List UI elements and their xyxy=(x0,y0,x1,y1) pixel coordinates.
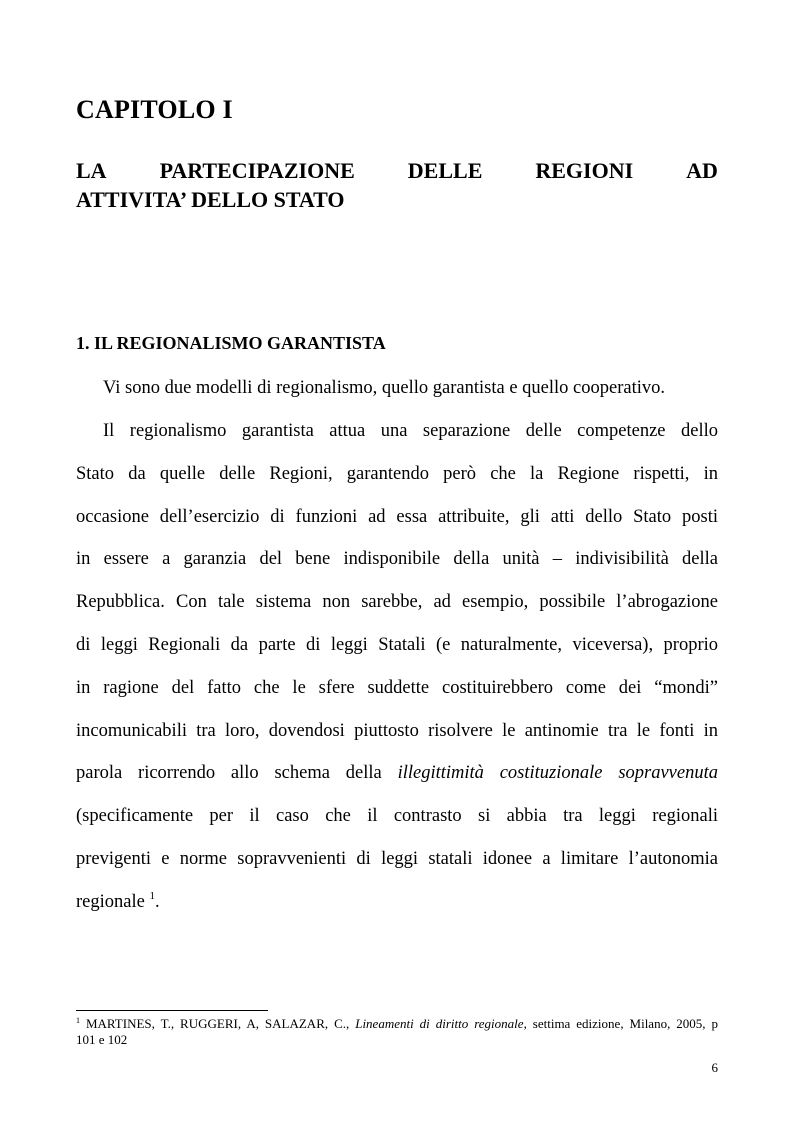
paragraph-2 xyxy=(76,410,718,924)
paragraph-line: Repubblica. Con tale sistema non sarebbe, ad esempio, possibile l’abrogazione xyxy=(76,592,718,613)
paragraph-line: Stato da quelle delle Regioni, garantendo però che la Regione rispetti, in xyxy=(76,463,718,484)
paragraph-line xyxy=(76,752,718,795)
footnote-marker: 1 xyxy=(76,1016,80,1025)
line-text: . xyxy=(154,891,160,912)
paragraph-line: (specificamente per il caso che il contrasto si abbia tra leggi regionali xyxy=(76,806,718,827)
chapter-subtitle-line2: ATTIVITA’ DELLO STATO xyxy=(76,187,345,212)
footnote-line xyxy=(76,1016,718,1032)
subtitle-word: REGIONI xyxy=(535,158,634,183)
paragraph-line: previgenti e norme sopravvenienti di leggi statali idonee a limitare l’autonomia xyxy=(76,848,718,869)
paragraph-line: di leggi Regionali da parte di leggi Statali (e naturalmente, viceversa), proprio xyxy=(76,634,718,655)
paragraph-line: Vi sono due modelli di regionalismo, quello garantista e quello cooperativo. xyxy=(103,378,665,398)
italic-phrase: illegittimità costituzionale sopravvenuta xyxy=(397,763,718,784)
paragraph-1 xyxy=(76,367,718,410)
chapter-subtitle xyxy=(76,156,718,214)
line-text: parola ricorrendo allo schema della xyxy=(76,763,398,784)
footnote-reference[interactable]: 1 xyxy=(149,889,155,902)
paragraph-line: occasione dell’esercizio di funzioni ad essa attribuite, gli atti dello Stato posti xyxy=(76,506,718,527)
footnote xyxy=(76,1016,718,1048)
footnote-line: 101 e 102 xyxy=(76,1032,128,1047)
paragraph-line xyxy=(76,881,718,924)
line-text: regionale xyxy=(76,891,150,912)
chapter-subtitle-line1 xyxy=(76,156,718,185)
paragraph-line: in ragione del fatto che le sfere suddette costituirebbero come dei “mondi” xyxy=(76,677,718,698)
footnote-details: , settima edizione, Milano, 2005, p xyxy=(523,1016,719,1031)
subtitle-word: AD xyxy=(686,158,718,183)
page-number: 6 xyxy=(711,1060,718,1075)
paragraph-line: in essere a garanzia del bene indisponibile della unità – indivisibilità della xyxy=(76,549,718,570)
section-heading: 1. IL REGIONALISMO GARANTISTA xyxy=(76,333,386,353)
subtitle-word: DELLE xyxy=(407,158,483,183)
subtitle-word: PARTECIPAZIONE xyxy=(159,158,355,183)
footnote-authors: MARTINES, T., RUGGERI, A, SALAZAR, C., xyxy=(80,1016,356,1031)
subtitle-word: LA xyxy=(76,158,107,183)
paragraph-line: Il regionalismo garantista attua una separazione delle competenze dello xyxy=(103,421,718,441)
footnote-divider xyxy=(76,1010,268,1011)
paragraph-line: incomunicabili tra loro, dovendosi piuttosto risolvere le antinomie tra le fonti in xyxy=(76,720,718,741)
footnote-book-title: Lineamenti di diritto regionale xyxy=(355,1016,524,1031)
chapter-title: CAPITOLO I xyxy=(76,95,233,124)
